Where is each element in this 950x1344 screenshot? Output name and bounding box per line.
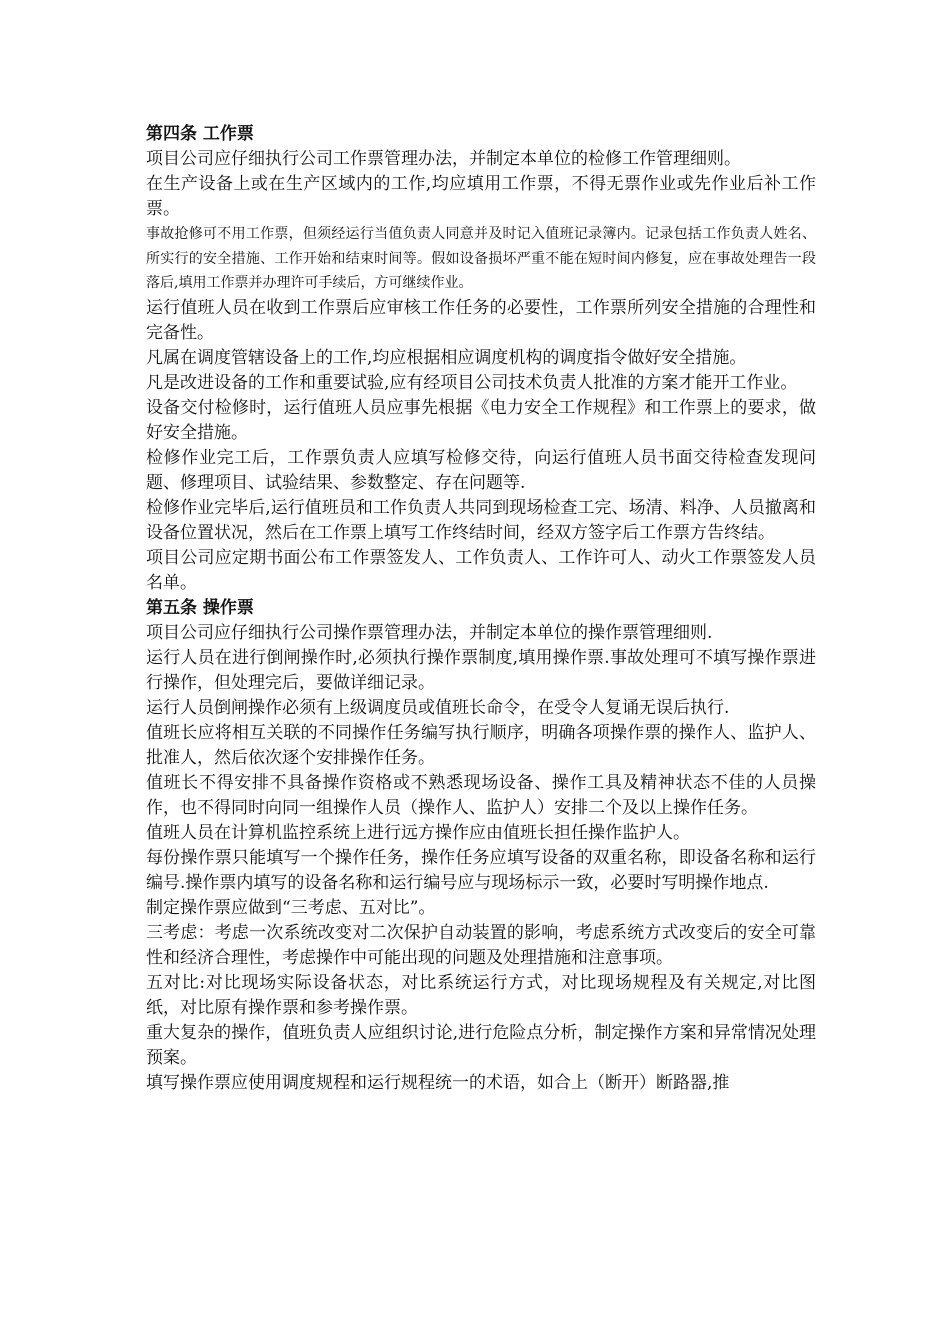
section5-paragraph: 值班长不得安排不具备操作资格或不熟悉现场设备、操作工具及精神状态不佳的人员操作，也不得同时向同一组操作人员（操作人、监护人）安排二个及以上操作任务。	[146, 773, 816, 819]
section4-paragraph: 运行值班人员在收到工作票后应审核工作任务的必要性，工作票所列安全措施的合理性和完备性。	[146, 298, 816, 344]
section4-paragraph: 项目公司应定期书面公布工作票签发人、工作负责人、工作许可人、动火工作票签发人员名单。	[146, 548, 816, 594]
section5-paragraph: 运行人员在进行倒闸操作时,必须执行操作票制度,填用操作票.事故处理可不填写操作票进行操作，但处理完后，要做详细记录。	[146, 648, 816, 694]
section5-paragraph: 制定操作票应做到“三考虑、五对比”。	[146, 898, 436, 919]
section5-paragraph: 重大复杂的操作，值班负责人应组织讨论,进行危险点分析，制定操作方案和异常情况处理预案。	[146, 1023, 816, 1069]
section5-heading: 第五条 操作票	[146, 598, 254, 619]
section5-paragraph: 项目公司应仔细执行公司操作票管理办法，并制定本单位的操作票管理细则.	[146, 623, 713, 644]
section4-paragraph: 检修作业完毕后,运行值班员和工作负责人共同到现场检查工完、场清、料净、人员撤离和设备位置状况，然后在工作票上填写工作终结时间，经双方签字后工作票方告终结。	[146, 498, 816, 544]
section5-paragraph: 运行人员倒闸操作必须有上级调度员或值班长命令，在受令人复诵无误后执行.	[146, 698, 730, 719]
section5-paragraph: 每份操作票只能填写一个操作任务，操作任务应填写设备的双重名称，即设备名称和运行编号.操作票内填写的设备名称和运行编号应与现场标示一致，必要时写明操作地点.	[146, 848, 816, 894]
section4-paragraph: 在生产设备上或在生产区域内的工作,均应填用工作票，不得无票作业或先作业后补工作票。	[146, 174, 816, 219]
section4-paragraph-small: 事故抢修可不用工作票，但须经运行当值负责人同意并及时记入值班记录簿内。记录包括工作负责人姓名、所实行的安全措施、工作开始和结束时间等。假如设备损坏严重不能在短时间内修复，应在事故处理告一段落后,填用工作票并办理许可手续后，方可继续作业。	[146, 226, 816, 292]
section5-paragraph: 值班长应将相互关联的不同操作任务编写执行顺序，明确各项操作票的操作人、监护人、批准人，然后依次逐个安排操作任务。	[146, 723, 816, 769]
section5-paragraph: 值班人员在计算机监控系统上进行远方操作应由值班长担任操作监护人。	[146, 823, 690, 844]
section4-paragraph: 设备交付检修时，运行值班人员应事先根据《电力安全工作规程》和工作票上的要求，做好安全措施。	[146, 398, 816, 444]
section4-paragraph: 项目公司应仔细执行公司工作票管理办法，并制定本单位的检修工作管理细则。	[146, 149, 741, 169]
section5-paragraph: 五对比:对比现场实际设备状态，对比系统运行方式，对比现场规程及有关规定,对比图纸，对比原有操作票和参考操作票。	[146, 973, 816, 1019]
section4-heading: 第四条 工作票	[146, 124, 254, 144]
section5-paragraph: 填写操作票应使用调度规程和运行规程统一的术语，如合上（断开）断路器,推	[146, 1073, 730, 1094]
section4-paragraph: 凡是改进设备的工作和重要试验,应有经项目公司技术负责人批准的方案才能开工作业。	[146, 373, 798, 394]
section4-paragraph: 检修作业完工后，工作票负责人应填写检修交待，向运行值班人员书面交待检查发现问题、修理项目、试验结果、参数整定、存在问题等.	[146, 448, 816, 494]
document-page	[146, 122, 816, 1096]
section4-paragraph: 凡属在调度管辖设备上的工作,均应根据相应调度机构的调度指令做好安全措施。	[146, 348, 747, 369]
section5-paragraph: 三考虑：考虑一次系统改变对二次保护自动装置的影响，考虑系统方式改变后的安全可靠性和经济合理性，考虑操作中可能出现的问题及处理措施和注意事项。	[146, 923, 816, 969]
